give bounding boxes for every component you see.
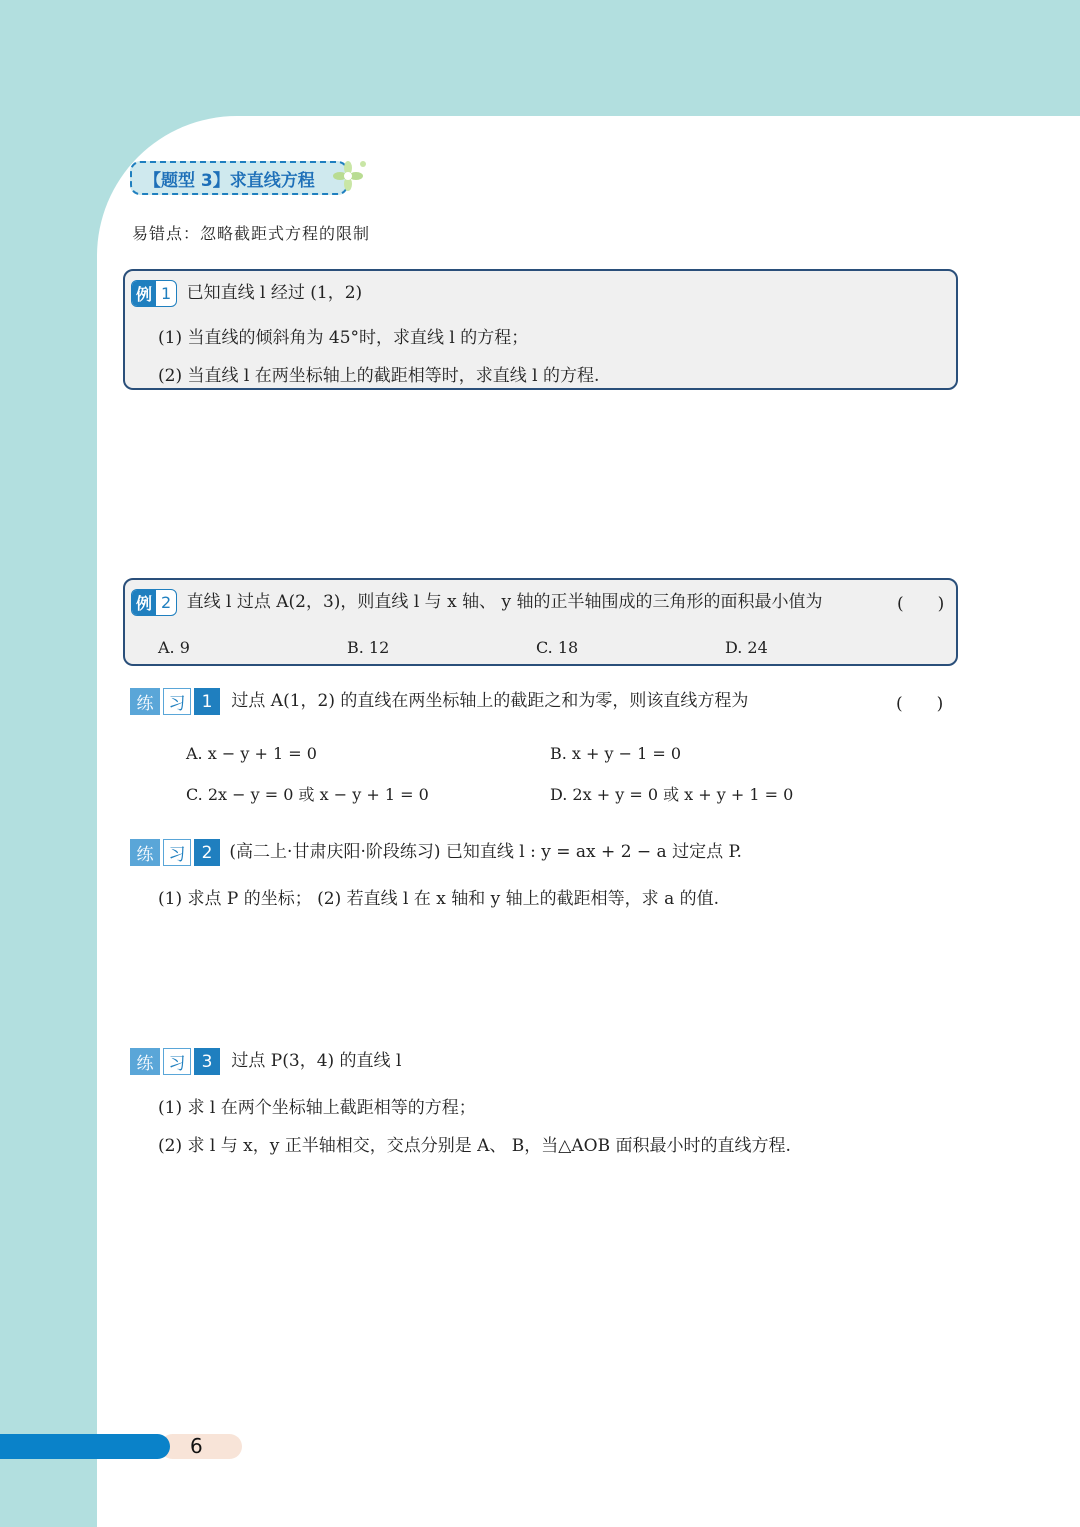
example-1-header bbox=[131, 278, 362, 307]
example-2-option-c: C. 18 bbox=[536, 638, 579, 657]
practice-2-tag: 练 习 2 bbox=[130, 839, 220, 866]
practice-2-header bbox=[130, 837, 742, 866]
example-2-option-d: D. 24 bbox=[725, 638, 768, 657]
practice-2-question: (1) 求点 P 的坐标； (2) 若直线 l 在 x 轴和 y 轴上的截距相等，求 a 的值. bbox=[158, 889, 720, 909]
practice-1-option-a: A. x − y + 1 = 0 bbox=[186, 744, 317, 763]
footer-bar bbox=[0, 1434, 170, 1459]
example-1-tag: 例 1 bbox=[131, 280, 177, 307]
example-2-header bbox=[131, 587, 822, 616]
example-2-tag: 例 2 bbox=[131, 589, 177, 616]
example-2-answer-bracket: ( ) bbox=[897, 594, 945, 614]
section-title-badge bbox=[130, 161, 348, 195]
practice-1-option-b: B. x + y − 1 = 0 bbox=[550, 744, 682, 763]
example-1-box bbox=[123, 269, 958, 390]
pitfall-note: 易错点：忽略截距式方程的限制 bbox=[132, 224, 371, 243]
practice-1-option-d: D. 2x + y = 0 或 x + y + 1 = 0 bbox=[550, 785, 794, 804]
practice-1-option-c: C. 2x − y = 0 或 x − y + 1 = 0 bbox=[186, 785, 429, 804]
example-1-q2: (2) 当直线 l 在两坐标轴上的截距相等时，求直线 l 的方程. bbox=[158, 366, 600, 386]
practice-1-stem: 过点 A(1，2) 的直线在两坐标轴上的截距之和为零，则该直线方程为 bbox=[231, 691, 749, 711]
flower-icon bbox=[330, 158, 370, 194]
example-2-box bbox=[123, 578, 958, 666]
example-2-stem: 直线 l 过点 A(2，3)，则直线 l 与 x 轴、 y 轴的正半轴围成的三角形的面积最小值为 bbox=[186, 592, 823, 612]
practice-3-q2: (2) 求 l 与 x，y 正半轴相交，交点分别是 A、 B，当△AOB 面积最小时的直线方程. bbox=[158, 1136, 791, 1156]
page-number: 6 bbox=[190, 1434, 203, 1458]
example-1-q1: (1) 当直线的倾斜角为 45°时，求直线 l 的方程； bbox=[158, 328, 529, 348]
practice-3-stem: 过点 P(3，4) 的直线 l bbox=[231, 1051, 402, 1071]
practice-3-header bbox=[130, 1046, 401, 1075]
example-2-option-b: B. 12 bbox=[347, 638, 390, 657]
example-1-stem: 已知直线 l 经过 (1，2) bbox=[186, 283, 363, 303]
section-title: 【题型 3】求直线方程 bbox=[144, 170, 315, 191]
practice-1-tag: 练 习 1 bbox=[130, 688, 220, 715]
practice-2-stem: (高二上·甘肃庆阳·阶段练习) 已知直线 l : y = ax + 2 − a 过定点 P. bbox=[229, 842, 742, 862]
practice-1-answer-bracket: ( ) bbox=[896, 694, 944, 714]
example-2-option-a: A. 9 bbox=[158, 638, 190, 657]
practice-3-q1: (1) 求 l 在两个坐标轴上截距相等的方程； bbox=[158, 1098, 476, 1118]
practice-1-header bbox=[130, 686, 748, 715]
practice-3-tag: 练 习 3 bbox=[130, 1048, 220, 1075]
